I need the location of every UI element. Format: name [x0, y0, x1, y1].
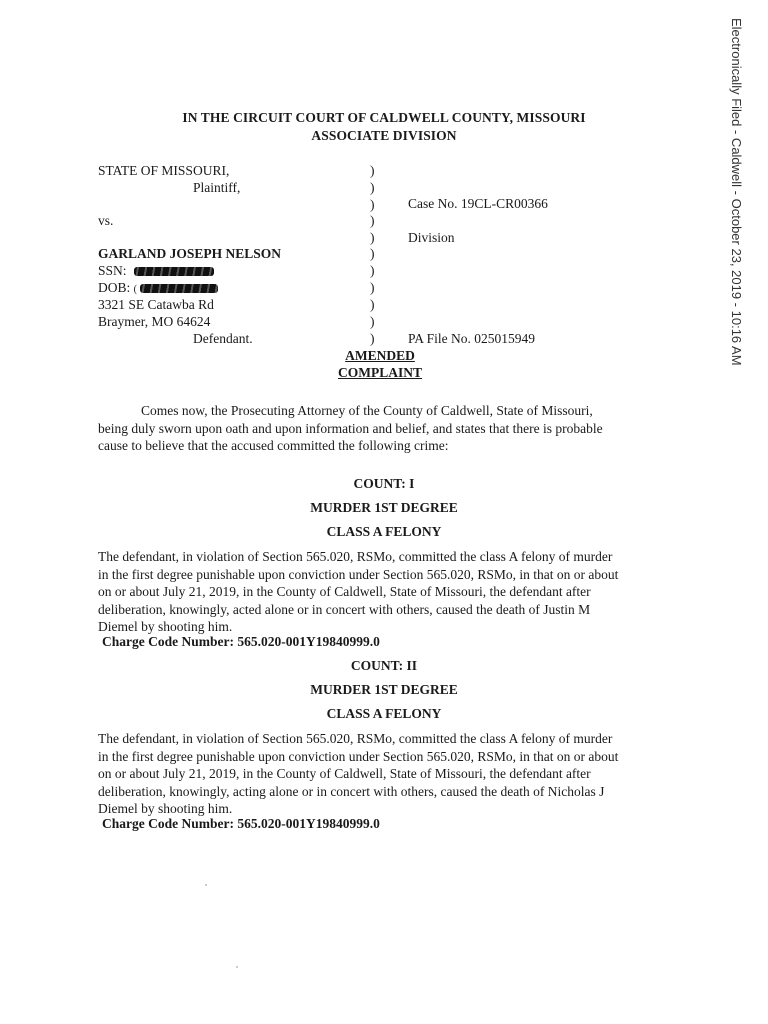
pa-file-number: PA File No. 025015949	[408, 331, 536, 346]
ssn-label: SSN:	[98, 263, 127, 278]
title-complaint: COMPLAINT	[338, 365, 422, 380]
intro-paragraph: Comes now, the Prosecuting Attorney of the County of Caldwell, State of Missouri, being duly sworn upon oath and upon information and belief, and states that there is probable cause to believe that the accused committed the following crime:	[98, 403, 603, 453]
body-line: The defendant, in violation of Section 565.020, RSMo, committed the class A felony of murder	[98, 731, 613, 746]
caption-paren: )	[370, 213, 375, 228]
count-2-body	[98, 730, 658, 818]
address-line2: Braymer, MO 64624	[98, 314, 211, 329]
caption-paren: )	[370, 246, 375, 261]
body-line: in the first degree punishable upon conviction under Section 565.020, RSMo, in that on or about	[98, 748, 619, 764]
body-line: deliberation, knowingly, acted alone or in concert with others, caused the death of Justin M	[98, 601, 591, 617]
caption-paren: )	[370, 230, 375, 245]
caption-paren: )	[370, 297, 375, 312]
case-number: Case No. 19CL-CR00366	[408, 196, 548, 211]
body-line: on or about July 21, 2019, in the County of Caldwell, State of Missouri, the defendant after	[98, 766, 591, 781]
electronic-filing-stamp: Electronically Filed - Caldwell - October 23, 2019 - 10:16 AM	[729, 18, 744, 366]
body-line: The defendant, in violation of Section 565.020, RSMo, committed the class A felony of murder	[98, 549, 613, 564]
versus-label: vs.	[98, 213, 114, 228]
ssn-redaction	[134, 267, 214, 276]
scan-speck	[236, 966, 238, 968]
offense-name: MURDER 1ST DEGREE	[310, 682, 458, 697]
offense-class: CLASS A FELONY	[326, 706, 442, 721]
ssn-line	[98, 263, 214, 279]
court-title-line1: IN THE CIRCUIT COURT OF CALDWELL COUNTY, MISSOURI	[182, 110, 586, 125]
dob-redaction	[140, 284, 218, 293]
caption-paren: )	[370, 180, 375, 195]
scan-speck	[205, 884, 207, 886]
body-line: in the first degree punishable upon conviction under Section 565.020, RSMo, in that on or about	[98, 566, 619, 582]
division-label: Division	[408, 230, 455, 245]
dob-label: DOB:	[98, 280, 131, 295]
count-label: COUNT: II	[350, 658, 418, 673]
title-amended: AMENDED	[345, 348, 415, 363]
court-title-line2: ASSOCIATE DIVISION	[311, 128, 457, 143]
count-label: COUNT: I	[353, 476, 415, 491]
dob-line	[98, 280, 218, 296]
dob-prefix: (	[133, 284, 137, 295]
charge-code: Charge Code Number: 565.020-001Y19840999.0	[102, 634, 380, 649]
plaintiff-name: STATE OF MISSOURI,	[98, 163, 230, 178]
caption-paren: )	[370, 197, 375, 212]
defendant-name: GARLAND JOSEPH NELSON	[98, 246, 282, 261]
body-line: deliberation, knowingly, acting alone or in concert with others, caused the death of Nicholas J	[98, 783, 605, 799]
caption-paren: )	[370, 280, 375, 295]
body-line: Diemel by shooting him.	[98, 619, 233, 634]
caption-paren: )	[370, 331, 375, 346]
charge-code: Charge Code Number: 565.020-001Y19840999.0	[102, 816, 380, 831]
offense-class: CLASS A FELONY	[326, 524, 442, 539]
count-1-body	[98, 548, 658, 636]
body-line: on or about July 21, 2019, in the County of Caldwell, State of Missouri, the defendant after	[98, 584, 591, 599]
body-line: Diemel by shooting him.	[98, 801, 233, 816]
plaintiff-role: Plaintiff,	[193, 180, 241, 195]
caption-paren: )	[370, 163, 375, 178]
offense-name: MURDER 1ST DEGREE	[310, 500, 458, 515]
caption-paren: )	[370, 263, 375, 278]
caption-paren: )	[370, 314, 375, 329]
address-line1: 3321 SE Catawba Rd	[98, 297, 214, 312]
defendant-role: Defendant.	[193, 331, 253, 346]
